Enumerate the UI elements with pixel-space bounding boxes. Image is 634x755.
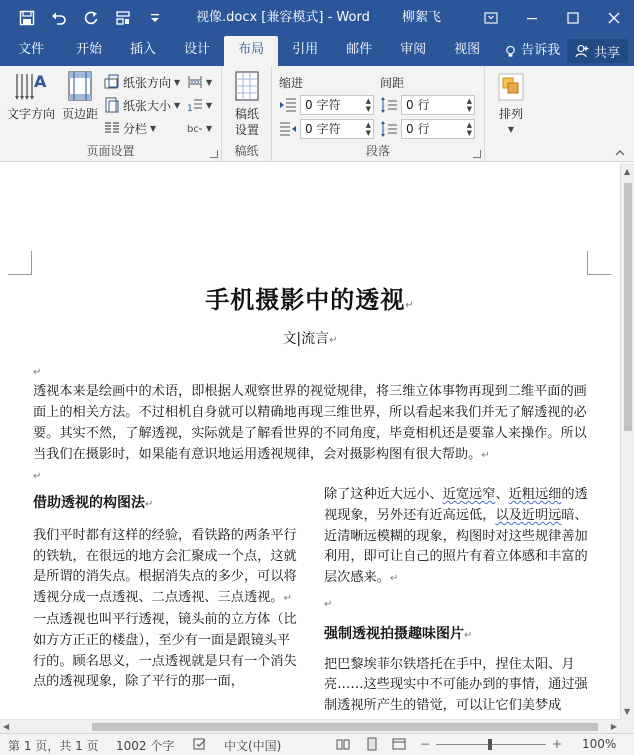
orientation-button[interactable] xyxy=(104,71,180,93)
group-label-manuscript: 稿纸 xyxy=(234,144,259,158)
scroll-right-icon[interactable]: ▶ xyxy=(610,722,617,731)
spacing-after-input[interactable]: 0 行 ▲ ▼ xyxy=(401,119,475,139)
window-controls xyxy=(470,0,634,36)
grammar-squiggle[interactable]: 近粗远细 xyxy=(508,487,562,502)
word-count[interactable]: 1002 个字 xyxy=(116,739,175,753)
tab-mailings[interactable]: 邮件 xyxy=(346,42,373,57)
margins-label: 页边距 xyxy=(61,107,98,121)
document-title[interactable]: 手机摄影中的透视↵ xyxy=(205,286,415,314)
line-numbers-button[interactable] xyxy=(187,94,212,116)
orientation-label: 纸张方向 xyxy=(123,75,172,90)
paragraph-mark: ↵ xyxy=(329,335,338,346)
horizontal-scrollbar[interactable] xyxy=(0,719,620,733)
empty-paragraph[interactable] xyxy=(33,465,589,487)
repeat-icon xyxy=(83,10,99,26)
chevron-down-icon: ▼ xyxy=(206,77,213,87)
left-paragraph-1[interactable]: 我们平时都有这样的经验，看铁路的两条平行的铁轨，在很远的地方会汇聚成一个点，这就是所谓的消失点。根据消失点的多少，可以将透视分成一点透视、二点透视、三点透视。↵ xyxy=(33,527,297,606)
hyphenation-button[interactable] xyxy=(187,117,212,139)
tell-me-box[interactable] xyxy=(494,36,570,66)
zoom-in-button[interactable]: + xyxy=(552,737,563,751)
vertical-scrollbar[interactable] xyxy=(620,163,634,719)
breaks-button[interactable] xyxy=(187,71,212,93)
spacing-after-spinner[interactable] xyxy=(380,119,475,139)
zoom-level[interactable]: 100% xyxy=(582,737,617,751)
crop-mark-top-right xyxy=(587,251,611,275)
paragraph-mark: ↵ xyxy=(389,573,399,585)
web-layout-button[interactable] xyxy=(392,737,406,754)
intro-paragraph[interactable]: 透视本来是绘画中的术语，即根据人观察世界的视觉规律，将三维立体事物再现到二维平面的画面上的相关方法。不过相机自身就可以精确地再现三维世界，所以看起来我们并无了解透视的必要。其实不然，了解透视，实际就是了解看世界的不同角度，毕竟相机还是要靠人来操作。所以当我们在摄影时，如果能有意识地运用透视规律，会对摄影构图有很大帮助。↵ xyxy=(33,384,587,462)
group-label-paragraph: 段落 xyxy=(365,144,390,158)
tab-insert[interactable]: 插入 xyxy=(130,42,157,57)
title-bar xyxy=(0,0,634,36)
ribbon-layout xyxy=(0,66,634,162)
share-label: 共享 xyxy=(593,45,620,61)
customize-qat-button[interactable] xyxy=(142,5,168,31)
page-icon xyxy=(365,737,379,751)
manuscript-settings-button[interactable] xyxy=(227,70,267,138)
minimize-button[interactable] xyxy=(511,0,552,36)
group-manuscript xyxy=(222,66,272,162)
ribbon-display-options-button[interactable] xyxy=(470,0,511,36)
spin-arrows-icon[interactable]: ▲ ▼ xyxy=(466,97,472,113)
ribbon-options-icon xyxy=(484,11,498,25)
breaks-icon xyxy=(187,74,203,90)
paragraph-mark: ↵ xyxy=(464,629,473,641)
scroll-down-icon[interactable]: ▼ xyxy=(624,707,631,716)
indent-label: 缩进 xyxy=(279,76,304,90)
zoom-out-button[interactable]: − xyxy=(420,737,431,751)
manuscript-label: 稿纸 设置 xyxy=(234,107,259,137)
paragraph-mark: ↵ xyxy=(33,471,42,482)
grammar-squiggle[interactable]: 近宽远窄 xyxy=(442,487,496,502)
horizontal-scroll-thumb[interactable] xyxy=(92,723,598,731)
vertical-scroll-thumb[interactable] xyxy=(624,183,632,431)
arrange-icon xyxy=(495,70,527,104)
page-setup-launcher[interactable] xyxy=(210,150,218,158)
columns-button[interactable] xyxy=(104,117,156,139)
chevron-down-icon xyxy=(147,10,163,26)
right-paragraph-2[interactable]: 把巴黎埃菲尔铁塔托在手中，捏住太阳、月亮……这些现实中不可能办到的事情，通过强制透视所产生的错觉，可以让它们美梦成 xyxy=(324,656,588,714)
page-count[interactable]: 第 1 页，共 1 页 xyxy=(8,739,99,753)
left-paragraph-2[interactable]: 一点透视也叫平行透视，镜头前的立方体（比如方方正正的楼盘），至少有一面是跟镜头平行的。顾名思义，一点透视就是只有一个消失点的透视现象，除了平行的那一面， xyxy=(33,611,297,690)
undo-button[interactable] xyxy=(46,5,72,31)
group-paragraph xyxy=(272,66,485,162)
maximize-button[interactable] xyxy=(552,0,593,36)
layout-quick-button[interactable] xyxy=(110,5,136,31)
chevron-down-icon: ▼ xyxy=(150,123,157,133)
manuscript-icon xyxy=(231,70,263,104)
undo-icon xyxy=(51,10,67,26)
tell-me-label: 告诉我 xyxy=(521,43,561,58)
size-label: 纸张大小 xyxy=(123,98,172,113)
spacing-before-input[interactable]: 0 行 ▲ ▼ xyxy=(401,95,475,115)
svg-text:1: 1 xyxy=(187,104,193,113)
paragraph-mark: ↵ xyxy=(33,367,42,378)
user-name[interactable]: 柳絮飞 xyxy=(402,10,442,25)
scrollbar-corner xyxy=(620,719,634,733)
share-button[interactable] xyxy=(567,39,628,63)
close-button[interactable] xyxy=(593,0,634,36)
arrange-button[interactable] xyxy=(491,70,531,138)
indent-left-input[interactable]: 0 字符 ▲ ▼ xyxy=(300,95,374,115)
left-column xyxy=(33,493,300,693)
tab-file[interactable]: 文件 xyxy=(18,42,45,57)
tab-design[interactable]: 设计 xyxy=(184,42,211,57)
quick-access-toolbar xyxy=(0,0,168,36)
paragraph-launcher[interactable] xyxy=(473,150,481,158)
right-paragraph-1[interactable]: 除了这种近大远小、近宽远窄、近粗远细的透视现象，另外还有近高远低，以及近明远暗、近清晰远模糊的现象，构图时对这些规律善加利用，即可让自己的照片有着立体感和丰富的层次感来。↵ xyxy=(324,487,588,586)
window-title: 视像.docx [兼容模式] - Word xyxy=(196,10,370,25)
document-page[interactable] xyxy=(0,163,620,719)
redo-button[interactable] xyxy=(78,5,104,31)
zoom-slider-thumb[interactable] xyxy=(488,739,492,750)
tab-view[interactable]: 视图 xyxy=(454,42,481,57)
spacing-label: 间距 xyxy=(380,76,405,90)
proofing-status[interactable] xyxy=(193,737,207,754)
save-button[interactable] xyxy=(14,5,40,31)
left-heading[interactable]: 借助透视的构图法↵ xyxy=(33,495,154,511)
chevron-down-icon: ▼ xyxy=(507,125,515,134)
tab-references[interactable]: 引用 xyxy=(292,42,319,57)
language-indicator[interactable]: 中文(中国) xyxy=(224,739,282,753)
paper-size-icon xyxy=(104,97,120,113)
empty-paragraph[interactable] xyxy=(324,594,590,616)
indent-right-input[interactable]: 0 字符 ▲ ▼ xyxy=(300,119,374,139)
tab-home[interactable]: 开始 xyxy=(76,42,103,57)
spin-arrows-icon[interactable]: ▲ ▼ xyxy=(365,121,371,137)
maximize-icon xyxy=(566,11,580,25)
save-icon xyxy=(19,10,35,26)
indent-left-spinner[interactable] xyxy=(279,95,374,115)
columns-label: 分栏 xyxy=(123,121,148,136)
group-label-page-setup: 页面设置 xyxy=(86,144,135,158)
chevron-down-icon: ▼ xyxy=(206,123,213,133)
document-author[interactable]: 文|流言↵ xyxy=(282,331,338,347)
book-icon xyxy=(336,737,350,751)
group-page-setup xyxy=(0,66,222,162)
spacing-before-icon xyxy=(380,97,398,113)
indent-right-icon xyxy=(279,121,297,137)
indent-left-icon xyxy=(279,97,297,113)
status-bar xyxy=(0,733,634,755)
chevron-up-icon xyxy=(614,148,626,158)
tab-review[interactable]: 审阅 xyxy=(400,42,427,57)
size-button[interactable] xyxy=(104,94,180,116)
grammar-squiggle[interactable]: 以及近明远 xyxy=(495,507,562,523)
empty-paragraph[interactable] xyxy=(33,361,589,383)
indent-right-spinner[interactable] xyxy=(279,119,374,139)
scroll-left-icon[interactable]: ◀ xyxy=(3,722,10,731)
svg-text:A: A xyxy=(34,72,47,91)
arrange-label: 排列 xyxy=(498,107,523,121)
page-layout-icon xyxy=(115,10,131,26)
orientation-icon xyxy=(104,74,120,90)
close-icon xyxy=(607,11,621,25)
spacing-after-icon xyxy=(380,121,398,137)
read-mode-button[interactable] xyxy=(336,737,350,754)
hyphenation-icon xyxy=(187,120,203,136)
margins-button[interactable] xyxy=(58,70,102,122)
crop-mark-top-left xyxy=(8,251,32,275)
person-icon xyxy=(575,44,589,58)
spacing-before-spinner[interactable] xyxy=(380,95,475,115)
line-numbers-icon xyxy=(187,97,203,113)
text-direction-button[interactable] xyxy=(4,70,58,122)
chevron-down-icon: ▼ xyxy=(174,77,181,87)
group-arrange xyxy=(485,66,535,162)
text-direction-icon xyxy=(15,70,47,104)
columns-icon xyxy=(104,120,120,136)
chevron-down-icon: ▼ xyxy=(174,100,181,110)
tab-layout[interactable]: 布局 xyxy=(224,36,278,66)
paragraph-mark: ↵ xyxy=(405,300,415,311)
paragraph-mark: ↵ xyxy=(283,593,292,605)
right-heading[interactable]: 强制透视拍摄趣味图片↵ xyxy=(324,625,473,642)
paragraph-mark: ↵ xyxy=(145,499,154,510)
scroll-up-icon[interactable]: ▲ xyxy=(624,167,631,176)
chevron-down-icon: ▼ xyxy=(206,100,213,110)
minimize-icon xyxy=(525,11,539,25)
lightbulb-icon xyxy=(504,45,517,58)
web-icon xyxy=(392,737,406,751)
svg-text:bc: bc xyxy=(187,124,199,135)
spin-arrows-icon[interactable]: ▲ ▼ xyxy=(365,97,371,113)
spin-arrows-icon[interactable]: ▲ ▼ xyxy=(466,121,472,137)
paragraph-mark: ↵ xyxy=(481,450,490,461)
collapse-ribbon-button[interactable] xyxy=(614,147,626,157)
text-direction-label: 文字方向 xyxy=(6,107,55,121)
paragraph-mark: ↵ xyxy=(324,598,333,610)
margins-icon xyxy=(64,70,96,104)
ribbon-tabs xyxy=(0,36,634,66)
proofing-icon xyxy=(193,737,207,751)
print-layout-button[interactable] xyxy=(365,737,379,754)
right-column xyxy=(324,485,590,717)
